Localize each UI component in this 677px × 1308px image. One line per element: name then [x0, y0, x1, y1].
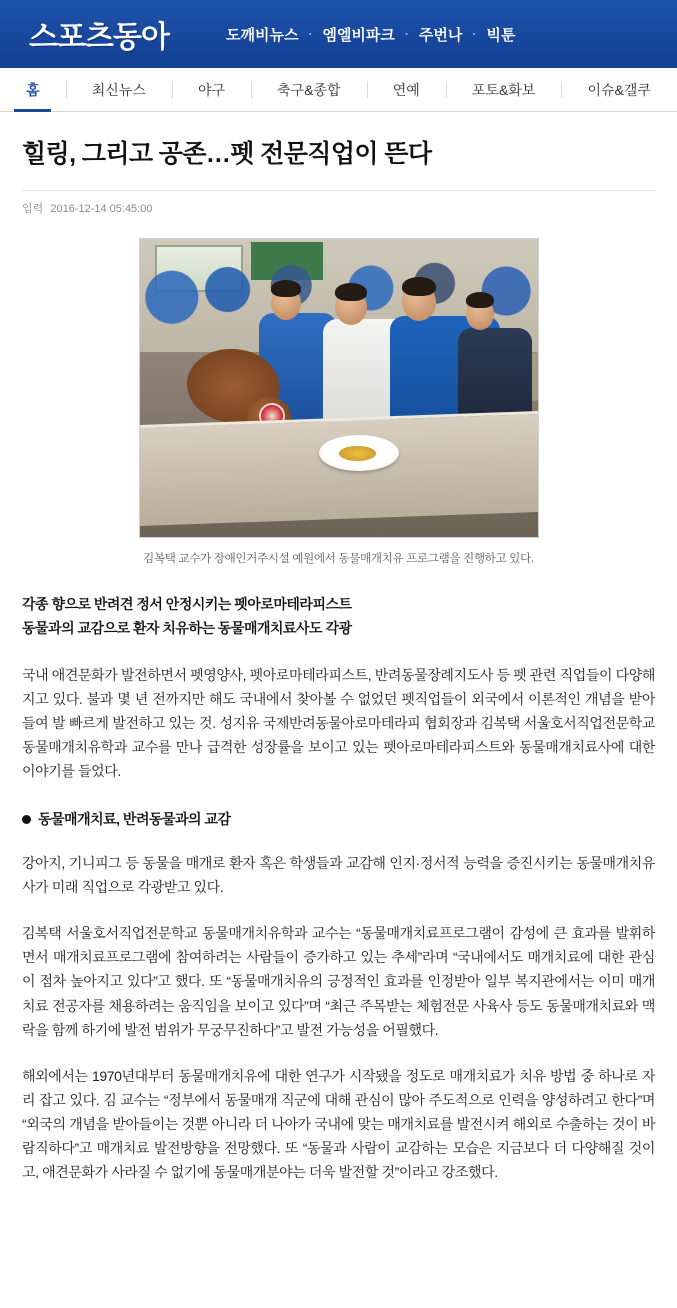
nav-item-label: 축구&종합: [277, 81, 341, 98]
nav-item-label: 최신뉴스: [91, 81, 146, 98]
paragraph-2: 강아지, 기니피그 등 동물을 매개로 환자 혹은 학생들과 교감해 인지·정서적 능력을 증진시키는 동물매개치유사가 미래 직업으로 각광받고 있다.: [22, 855, 655, 896]
sports-donga-logo[interactable]: [14, 12, 184, 56]
byline: [22, 190, 655, 216]
header-link-separator: ·: [472, 27, 477, 41]
nav-item-label: 포토&화보: [471, 81, 536, 98]
nav-item-label: 연예: [392, 81, 420, 98]
paragraph-3: 김복택 서울호서직업전문학교 동물매개치유학과 교수는 “동물매개치료프로그램이 감성에 큰 효과를 발휘하면서 매개치료프로그램에 참여하려는 사람들이 증가하고 있는 추세”라며 “국내에서도 매개치료에 대한 관심이 점차 높아지고 있다”고 했다. 또 “동물매개치유의 긍정적인 효과를 인정받아 일부 복지관에서는 이미 매개치료 전공자를 채용하려는 움직임을 보이고 있다”며 “최근 주목받는 체험전문 사육사 등도 동물매개치료와 맥락을 함께 하기에 발전 범위가 무궁무진하다”고 발전 가능성을 어필했다.: [22, 925, 655, 1038]
header-link-1[interactable]: 엠엘비파크: [322, 26, 395, 44]
page-title: 힐링, 그리고 공존…펫 전문직업이 뜬다: [22, 140, 432, 168]
header-link-separator: ·: [308, 27, 313, 41]
article-photo: [139, 238, 539, 538]
article-subheads: [22, 592, 655, 641]
nav-item-home[interactable]: [0, 68, 66, 111]
nav-item-label: 이슈&갤쿠: [587, 81, 651, 98]
subhead-line-2: 동물과의 교감으로 환자 치유하는 동물매개치료사도 각광: [22, 620, 352, 637]
nav-item-soccer[interactable]: [251, 68, 367, 111]
header-link-separator: ·: [404, 27, 409, 41]
nav-item-issue[interactable]: [561, 68, 677, 111]
byline-date: 2016-12-14 05:45:00: [50, 202, 153, 215]
nav-item-entertainment[interactable]: [367, 68, 446, 111]
section-heading: [22, 809, 655, 829]
paragraph-4: 해외에서는 1970년대부터 동물매개치유에 대한 연구가 시작됐을 정도로 매개치료가 치유 방법 중 하나로 자리 잡고 있다. 김 교수는 “정부에서 동물매개 직군에 대해 관심이 많아 주도적으로 인력을 양성하려고 한다”며 “외국의 개념을 받아들이는 것뿐 아니라 더 나아가 국내에 맞는 매개치료를 발전시켜 해외로 수출하는 것이 바람직하다”고 매개치료 발전방향을 전망했다. 또 “동물과 사람이 교감하는 모습은 지금보다 더 다양해질 것이고, 애견문화가 사라질 수 없기에 동물매개분야는 더욱 발전할 것”이라고 강조했다.: [22, 1067, 655, 1180]
byline-label: 입력: [22, 202, 44, 215]
article-body: [0, 112, 677, 1194]
nav-item-label: 홈: [26, 81, 40, 98]
logo-text: 스포츠동아: [29, 21, 169, 54]
paragraph-1: 국내 애견문화가 발전하면서 펫영양사, 펫아로마테라피스트, 반려동물장례지도사 등 펫 관련 직업들이 다양해지고 있다. 불과 몇 년 전까지만 해도 국내에서 찾아볼 수 없었던 펫직업들이 외국에서 이론적인 개념을 받아들여 발 빠르게 발전하고 있는 것. 성지유 국제반려동물아로마테라피 협회장과 김복택 서울호서직업전문학교 동물매개치유학과 교수를 만나 급격한 성장률을 보이고 있는 펫아로마테라피스트와 동물매개치료사에 대한 이야기를 들었다.: [22, 666, 655, 780]
main-navigation: [0, 68, 677, 112]
header-link-2[interactable]: 주번나: [418, 26, 463, 44]
subhead-line-1: 각종 향으로 반려견 정서 안정시키는 펫아로마테라피스트: [22, 595, 352, 612]
bullet-dot-icon: [22, 815, 31, 824]
site-header: [0, 0, 677, 68]
nav-item-baseball[interactable]: [172, 68, 251, 111]
photo-caption: 김복택 교수가 장애인거주시설 예원에서 동물매개치유 프로그램을 진행하고 있다.: [143, 552, 534, 565]
header-link-3[interactable]: 빅툰: [486, 26, 516, 44]
article-figure: [22, 238, 655, 566]
nav-item-label: 야구: [197, 81, 226, 98]
header-link-0[interactable]: 도깨비뉴스: [226, 26, 299, 44]
section-heading-label: 동물매개치료, 반려동물과의 교감: [38, 811, 231, 828]
nav-item-latest-news[interactable]: [66, 68, 172, 111]
header-links: [216, 24, 525, 45]
nav-item-photo[interactable]: [446, 68, 562, 111]
